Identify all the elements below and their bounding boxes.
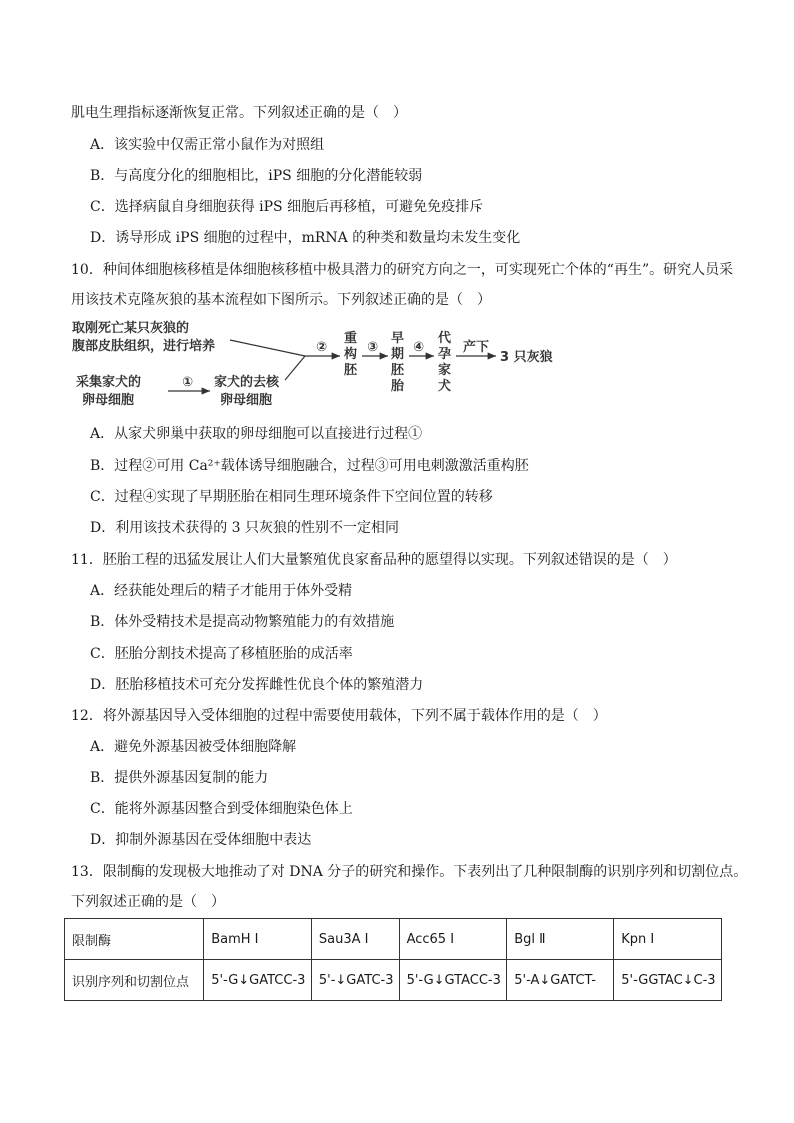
q11-option-c: C．胚胎分割技术提高了移植胚胎的成活率 [90, 646, 353, 662]
q12-option-c: C．能将外源基因整合到受体细胞染色体上 [90, 801, 353, 817]
q10-stem-line2: 用该技术克隆灰狼的基本流程如下图所示。下列叙述正确的是（ ） [71, 292, 491, 308]
table-header-cell: 识别序列和切割位点 [65, 960, 204, 1001]
table-cell: 5'-A↓GATCT- [507, 960, 614, 1001]
flow-surrogate-4: 犬 [438, 379, 452, 394]
flow-source-dog-line2: 卵母细胞 [82, 393, 135, 408]
q9-option-b: B．与高度分化的细胞相比，iPS 细胞的分化潜能较弱 [90, 168, 423, 184]
flow-early-1: 早 [391, 331, 405, 346]
flow-embryo-1: 重 [344, 331, 358, 346]
flow-birth-label: 产下 [463, 340, 490, 355]
table-cell: 5'-↓GATC-3 [311, 960, 399, 1001]
q11-option-b: B．体外受精技术是提高动物繁殖能力的有效措施 [90, 614, 395, 630]
flow-early-2: 期 [391, 347, 405, 362]
q12-option-b: B．提供外源基因复制的能力 [90, 770, 269, 786]
table-cell: BamH Ⅰ [204, 919, 312, 960]
flow-enucleated-egg-line2: 卵母细胞 [220, 393, 273, 408]
table-cell: 5'-G↓GTACC-3 [399, 960, 507, 1001]
flow-early-3: 胚 [391, 363, 405, 378]
flow-source-dog-line1: 采集家犬的 [76, 375, 142, 390]
flow-merge-line-bottom [285, 356, 305, 380]
flow-surrogate-2: 孕 [438, 347, 452, 362]
q10-option-b: B．过程②可用 Ca²⁺载体诱导细胞融合，过程③可用电刺激激活重构胚 [90, 458, 529, 474]
table-row [65, 960, 722, 1001]
q13-stem-line1: 13．限制酶的发现极大地推动了对 DNA 分子的研究和操作。下表列出了几种限制酶的识别序列和切割位点。 [71, 864, 748, 880]
q12-stem: 12．将外源基因导入受体细胞的过程中需要使用载体，下列不属于载体作用的是（ ） [71, 708, 607, 724]
table-header-cell: 限制酶 [65, 919, 204, 960]
table-cell: 5'-GGTAC↓C-3 [614, 960, 722, 1001]
flow-result: 3 只灰狼 [500, 350, 553, 365]
flow-surrogate-1: 代 [438, 331, 452, 346]
q9-option-a: A．该实验中仅需正常小鼠作为对照组 [90, 137, 325, 153]
flow-early-4: 胎 [391, 379, 405, 394]
q10-option-d: D．利用该技术获得的 3 只灰狼的性别不一定相同 [90, 520, 400, 536]
table-cell: 5'-G↓GATCC-3 [204, 960, 312, 1001]
table-row [65, 919, 722, 960]
flow-step-3: ③ [367, 340, 379, 355]
q11-option-a: A．经获能处理后的精子才能用于体外受精 [90, 583, 353, 599]
flow-step-1: ① [182, 375, 194, 390]
q12-option-d: D．抑制外源基因在受体细胞中表达 [90, 832, 312, 848]
q10-stem-line1: 10．种间体细胞核移植是体细胞核移植中极具潜力的研究方向之一，可实现死亡个体的“再生”。研究人员采 [71, 262, 734, 278]
table-cell: Acc65 Ⅰ [399, 919, 507, 960]
q11-option-d: D．胚胎移植技术可充分发挥雌性优良个体的繁殖潜力 [90, 677, 424, 693]
q11-stem: 11．胚胎工程的迅猛发展让人们大量繁殖优良家畜品种的愿望得以实现。下列叙述错误的是（ ） [71, 552, 677, 568]
table-cell: Kpn Ⅰ [614, 919, 722, 960]
q13-stem-line2: 下列叙述正确的是（ ） [71, 894, 225, 910]
flow-source-wolf-line1: 取刚死亡某只灰狼的 [72, 321, 190, 336]
flow-source-wolf-line2: 腹部皮肤组织，进行培养 [72, 339, 216, 354]
cloning-flow-diagram [60, 318, 580, 414]
flow-embryo-2: 构 [344, 347, 358, 362]
restriction-enzyme-table [64, 918, 722, 1001]
q10-option-c: C．过程④实现了早期胚胎在相同生理环境条件下空间位置的转移 [90, 489, 493, 505]
q12-option-a: A．避免外源基因被受体细胞降解 [90, 739, 297, 755]
q10-option-a: A．从家犬卵巢中获取的卵母细胞可以直接进行过程① [90, 426, 423, 442]
q9-option-d: D．诱导形成 iPS 细胞的过程中，mRNA 的种类和数量均未发生变化 [90, 230, 521, 246]
q9-option-c: C．选择病鼠自身细胞获得 iPS 细胞后再移植，可避免免疫排斥 [90, 199, 484, 215]
table-cell: Bgl Ⅱ [507, 919, 614, 960]
table-cell: Sau3A Ⅰ [311, 919, 399, 960]
flow-step-2: ② [316, 340, 328, 355]
flow-merge-line-top [230, 340, 305, 356]
flow-embryo-3: 胚 [344, 363, 358, 378]
flow-step-4: ④ [413, 340, 425, 355]
flow-enucleated-egg-line1: 家犬的去核 [214, 375, 280, 390]
flow-surrogate-3: 家 [438, 363, 452, 378]
q9-stem-tail: 肌电生理指标逐渐恢复正常。下列叙述正确的是（ ） [71, 105, 407, 121]
